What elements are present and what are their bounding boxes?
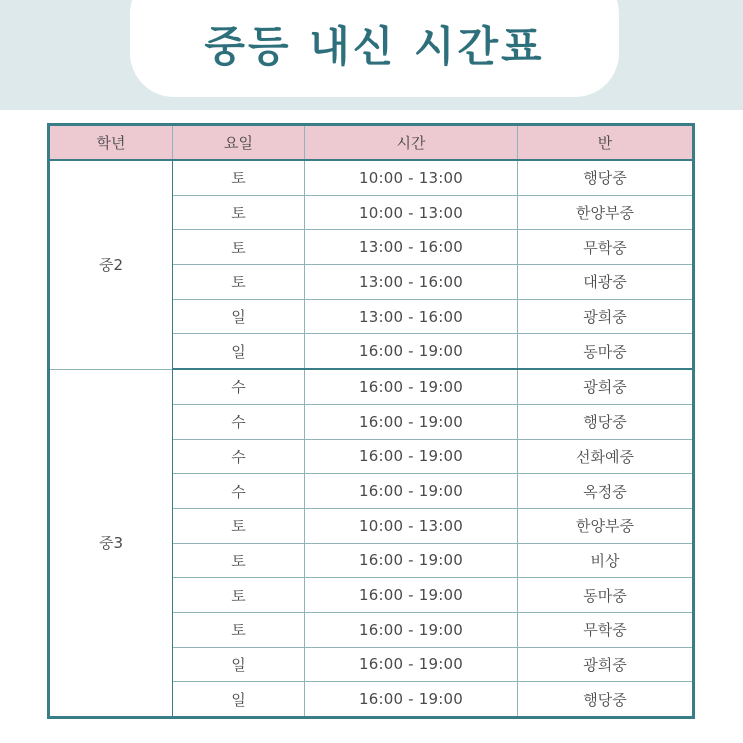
- time-cell: 16:00 - 19:00: [305, 404, 518, 439]
- day-cell: 일: [173, 682, 305, 718]
- column-header-time: 시간: [305, 125, 518, 161]
- column-header-day: 요일: [173, 125, 305, 161]
- day-cell: 토: [173, 508, 305, 543]
- schedule-table: [47, 123, 695, 719]
- day-cell: 토: [173, 265, 305, 300]
- grade-cell: 중2: [49, 160, 173, 369]
- day-cell: 토: [173, 195, 305, 230]
- time-cell: 13:00 - 16:00: [305, 230, 518, 265]
- time-cell: 13:00 - 16:00: [305, 265, 518, 300]
- time-cell: 16:00 - 19:00: [305, 682, 518, 718]
- day-cell: 수: [173, 474, 305, 509]
- table-header-row: [49, 125, 694, 161]
- class-cell: 동마중: [518, 334, 694, 369]
- column-header-class: 반: [518, 125, 694, 161]
- class-cell: 행당중: [518, 404, 694, 439]
- class-cell: 동마중: [518, 578, 694, 613]
- page-title: 중등 내신 시간표: [204, 22, 545, 71]
- class-cell: 대광중: [518, 265, 694, 300]
- class-cell: 광희중: [518, 299, 694, 334]
- day-cell: 토: [173, 578, 305, 613]
- schedule-body: [49, 160, 694, 718]
- day-cell: 수: [173, 404, 305, 439]
- day-cell: 수: [173, 439, 305, 474]
- time-cell: 10:00 - 13:00: [305, 160, 518, 195]
- day-cell: 일: [173, 334, 305, 369]
- class-cell: 한양부중: [518, 195, 694, 230]
- time-cell: 16:00 - 19:00: [305, 334, 518, 369]
- class-cell: 행당중: [518, 160, 694, 195]
- class-cell: 선화예중: [518, 439, 694, 474]
- time-cell: 16:00 - 19:00: [305, 369, 518, 404]
- time-cell: 16:00 - 19:00: [305, 439, 518, 474]
- day-cell: 일: [173, 647, 305, 682]
- class-cell: 광희중: [518, 369, 694, 404]
- day-cell: 토: [173, 160, 305, 195]
- time-cell: 13:00 - 16:00: [305, 299, 518, 334]
- class-cell: 행당중: [518, 682, 694, 718]
- class-cell: 광희중: [518, 647, 694, 682]
- day-cell: 수: [173, 369, 305, 404]
- class-cell: 한양부중: [518, 508, 694, 543]
- grade-cell: 중3: [49, 369, 173, 717]
- day-cell: 토: [173, 543, 305, 578]
- day-cell: 토: [173, 612, 305, 647]
- class-cell: 무학중: [518, 230, 694, 265]
- time-cell: 16:00 - 19:00: [305, 612, 518, 647]
- time-cell: 16:00 - 19:00: [305, 647, 518, 682]
- class-cell: 옥정중: [518, 474, 694, 509]
- class-cell: 비상: [518, 543, 694, 578]
- time-cell: 10:00 - 13:00: [305, 195, 518, 230]
- table-row: [49, 369, 694, 404]
- time-cell: 10:00 - 13:00: [305, 508, 518, 543]
- day-cell: 토: [173, 230, 305, 265]
- day-cell: 일: [173, 299, 305, 334]
- time-cell: 16:00 - 19:00: [305, 474, 518, 509]
- table-row: [49, 160, 694, 195]
- class-cell: 무학중: [518, 612, 694, 647]
- time-cell: 16:00 - 19:00: [305, 543, 518, 578]
- column-header-grade: 학년: [49, 125, 173, 161]
- time-cell: 16:00 - 19:00: [305, 578, 518, 613]
